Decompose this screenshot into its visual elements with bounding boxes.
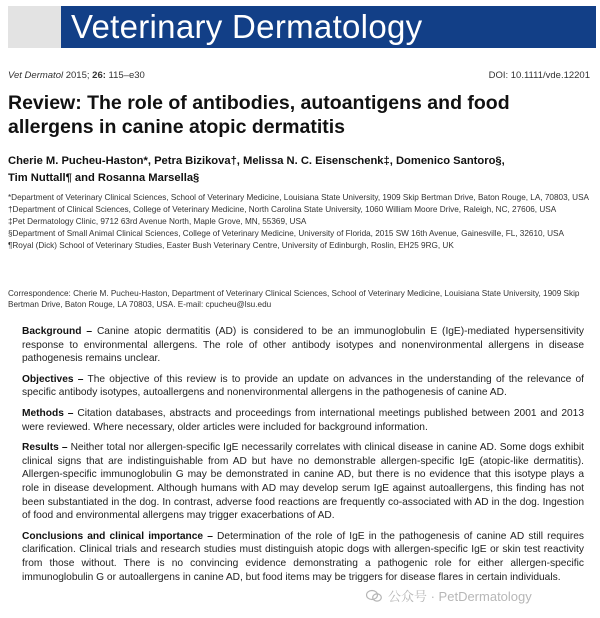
citation-row	[8, 70, 594, 84]
abstract-conclusions	[22, 530, 584, 584]
author-list	[8, 153, 588, 187]
affiliation: ¶Royal (Dick) School of Veterinary Studies, Easter Bush Veterinary Centre, University of Edinburgh, Roslin, EH25 9RG, UK	[8, 241, 454, 250]
affiliation: *Department of Veterinary Clinical Sciences, School of Veterinary Medicine, Louisiana State University, 1909 Skip Bertman Drive, Baton Rouge, LA, 70803, USA	[8, 193, 590, 202]
citation-pages: 115–e30	[108, 70, 145, 81]
section-label: Objectives –	[22, 373, 84, 385]
affiliation: †Department of Clinical Sciences, College of Veterinary Medicine, North Carolina State University, 1060 William Moore Drive, Raleigh, NC, 27606, USA	[8, 205, 557, 214]
abstract-methods	[22, 407, 584, 434]
section-text: The objective of this review is to provide an update on advances in the understanding of the relevance of specific antibody isotypes, autoallergens and nonenvironmental allergens in the pathogenesis of canine AD.	[22, 373, 584, 399]
chat-bubble-icon	[366, 589, 382, 603]
doi: DOI: 10.1111/vde.12201	[488, 70, 590, 81]
affiliation: ‡Pet Dermatology Clinic, 9712 63rd Avenue North, Maple Grove, MN, 55369, USA	[8, 217, 307, 226]
section-text: Determination of the role of IgE in the pathogenesis of canine AD still requires clarification. Clinical trials and research studies must distinguish atopic dogs with allergen-specific IgE or skin test reactivity from those without. There is no convincing evidence demonstrating a pathogenic role for either allergen-specific immunoglobulin G or autoallergens in canine AD, but food items may be triggers for disease flares in certain individuals.	[22, 530, 584, 583]
journal-banner	[8, 6, 596, 48]
affiliation: §Department of Small Animal Clinical Sciences, College of Veterinary Medicine, University of Florida, 2015 SW 16th Avenue, Gainesville, FL, 32610, USA	[8, 229, 564, 238]
section-text: Citation databases, abstracts and proceedings from international meetings published between 2001 and 2013 were reviewed. Where necessary, older articles were included for background information.	[22, 407, 584, 433]
abstract-objectives	[22, 373, 584, 400]
affiliations	[8, 192, 594, 252]
section-label: Background –	[22, 326, 93, 337]
watermark	[366, 586, 596, 610]
author-line: Tim Nuttall¶ and Rosanna Marsella§	[8, 172, 200, 184]
citation-year: 2015;	[65, 70, 90, 81]
section-text: Neither total nor allergen-specific IgE necessarily correlates with clinical disease in canine AD. Some dogs exhibit clinical signs that are indistinguishable from AD but have no demonstrable allergen-specific IgE (atopic-like dermatitis). Allergen-specific immunoglobulin G may be demonstrated in canine AD, but there is no evidence that this isotype plays a role in disease development. Although humans with AD may develop serum IgE against autoallergens, this finding has not been substantiated in the dog. In contrast, adverse food reactions are frequently co-associated with AD in the dog. Ingestion of food and environmental allergens may trigger exacerbations of AD.	[22, 442, 584, 522]
abstract-background	[22, 325, 584, 366]
author-line: Cherie M. Pucheu-Haston*, Petra Bizikova†, Melissa N. C. Eisenschenk‡, Domenico Santoro§,	[8, 155, 505, 167]
section-label: Methods –	[22, 407, 74, 419]
section-label: Results –	[22, 442, 68, 454]
section-text: Canine atopic dermatitis (AD) is considered to be an immunoglobulin E (IgE)-mediated hypersensitivity response to environmental allergens. The role of other antibody isotypes and nonenvironmental allergens in disease pathogenesis remains unclear.	[22, 326, 584, 365]
section-label: Conclusions and clinical importance –	[22, 530, 213, 542]
article-title: Review: The role of antibodies, autoantigens and food allergens in canine atopic dermatitis	[8, 92, 510, 138]
watermark-text: 公众号 · PetDermatology	[388, 589, 532, 604]
abstract-results	[22, 441, 584, 523]
correspondence: Correspondence: Cherie M. Pucheu-Haston, Department of Veterinary Clinical Sciences, School of Veterinary Medicine, Louisiana State University, 1909 Skip Bertman Drive, Baton Rouge, LA 70803, USA. E-mail: cpucheu@lsu.edu	[8, 289, 580, 309]
journal-abbrev: Vet Dermatol	[8, 70, 64, 81]
citation-volume: 26:	[92, 70, 106, 81]
citation	[8, 70, 145, 81]
journal-name: Veterinary Dermatology	[61, 6, 596, 48]
abstract	[22, 325, 584, 591]
